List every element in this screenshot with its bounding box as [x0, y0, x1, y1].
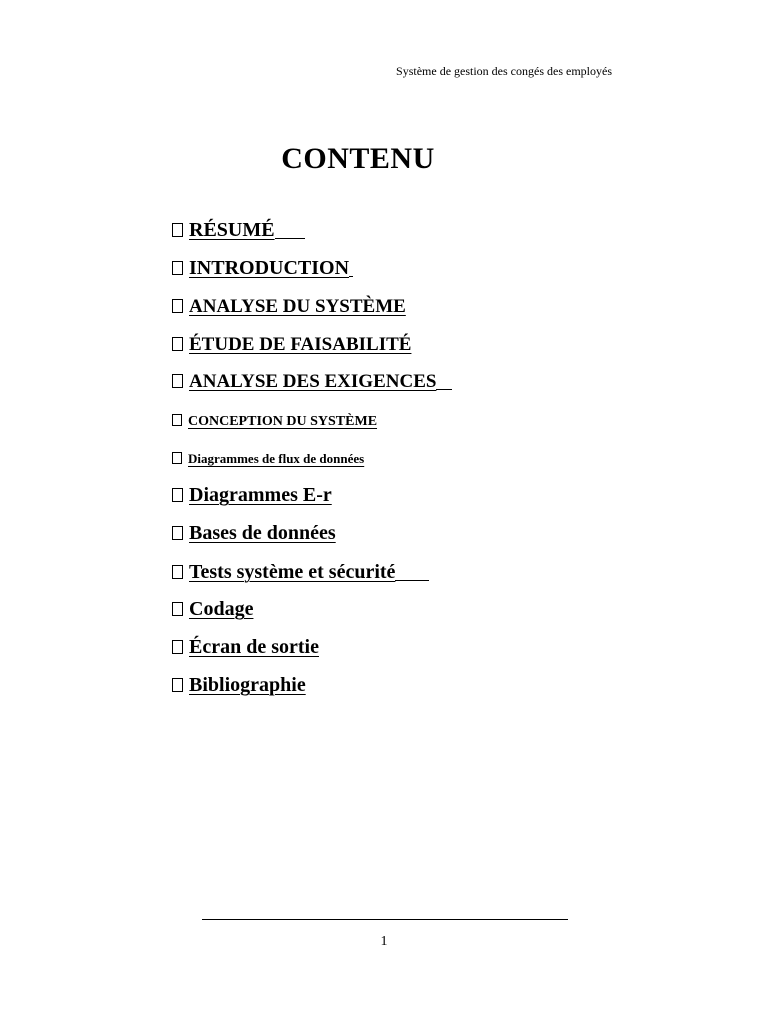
checkbox-glyph-icon	[172, 678, 183, 692]
checkbox-glyph-icon	[172, 488, 183, 502]
toc-item-label: Codage	[189, 598, 254, 620]
toc-item-label: Bibliographie	[189, 674, 306, 696]
toc-item-label: ANALYSE DES EXIGENCES	[189, 371, 437, 392]
toc-item-label: Diagrammes de flux de données	[188, 451, 365, 466]
toc-item-analyse-des-exigences[interactable]	[172, 371, 452, 393]
checkbox-glyph-icon	[172, 640, 183, 654]
toc-item-label: ANALYSE DU SYSTÈME	[189, 296, 406, 317]
toc-item-label: CONCEPTION DU SYSTÈME	[188, 414, 378, 429]
toc-item-etude-de-faisabilite[interactable]	[172, 334, 411, 356]
toc-item-diagrammes-de-flux[interactable]	[172, 451, 364, 467]
toc-item-introduction[interactable]	[172, 257, 353, 280]
underline-trail	[275, 237, 305, 239]
toc-item-label: Écran de sortie	[189, 636, 319, 658]
toc-item-label: Diagrammes E-r	[189, 484, 332, 506]
toc-item-label: Tests système et sécurité	[189, 561, 396, 583]
checkbox-glyph-icon	[172, 565, 183, 579]
underline-trail	[349, 275, 353, 277]
checkbox-glyph-icon	[172, 414, 182, 426]
page-number: 1	[380, 934, 388, 949]
underline-trail	[395, 579, 429, 581]
checkbox-glyph-icon	[172, 223, 183, 237]
toc-item-ecran-de-sortie[interactable]	[172, 636, 319, 659]
toc-item-codage[interactable]	[172, 598, 253, 621]
toc-item-label: ÉTUDE DE FAISABILITÉ	[189, 334, 412, 355]
underline-trail	[436, 388, 452, 390]
checkbox-glyph-icon	[172, 374, 183, 388]
toc-item-diagrammes-e-r[interactable]	[172, 484, 332, 507]
toc-item-label: RÉSUMÉ	[189, 219, 275, 241]
toc-item-conception-du-systeme[interactable]	[172, 413, 377, 430]
checkbox-glyph-icon	[172, 261, 183, 275]
toc-item-analyse-du-systeme[interactable]	[172, 296, 406, 318]
running-header: Système de gestion des congés des employés	[396, 64, 612, 78]
footer-divider	[202, 919, 568, 920]
toc-item-label: Bases de données	[189, 522, 336, 544]
toc-item-tests-systeme[interactable]	[172, 561, 429, 584]
toc-item-bases-de-donnees[interactable]	[172, 522, 336, 545]
checkbox-glyph-icon	[172, 337, 183, 351]
checkbox-glyph-icon	[172, 602, 183, 616]
toc-title: CONTENU	[281, 142, 435, 175]
toc-item-resume[interactable]	[172, 219, 305, 242]
checkbox-glyph-icon	[172, 299, 183, 313]
toc-item-bibliographie[interactable]	[172, 674, 306, 697]
toc-item-label: INTRODUCTION	[189, 257, 350, 279]
checkbox-glyph-icon	[172, 526, 183, 540]
checkbox-glyph-icon	[172, 452, 182, 464]
